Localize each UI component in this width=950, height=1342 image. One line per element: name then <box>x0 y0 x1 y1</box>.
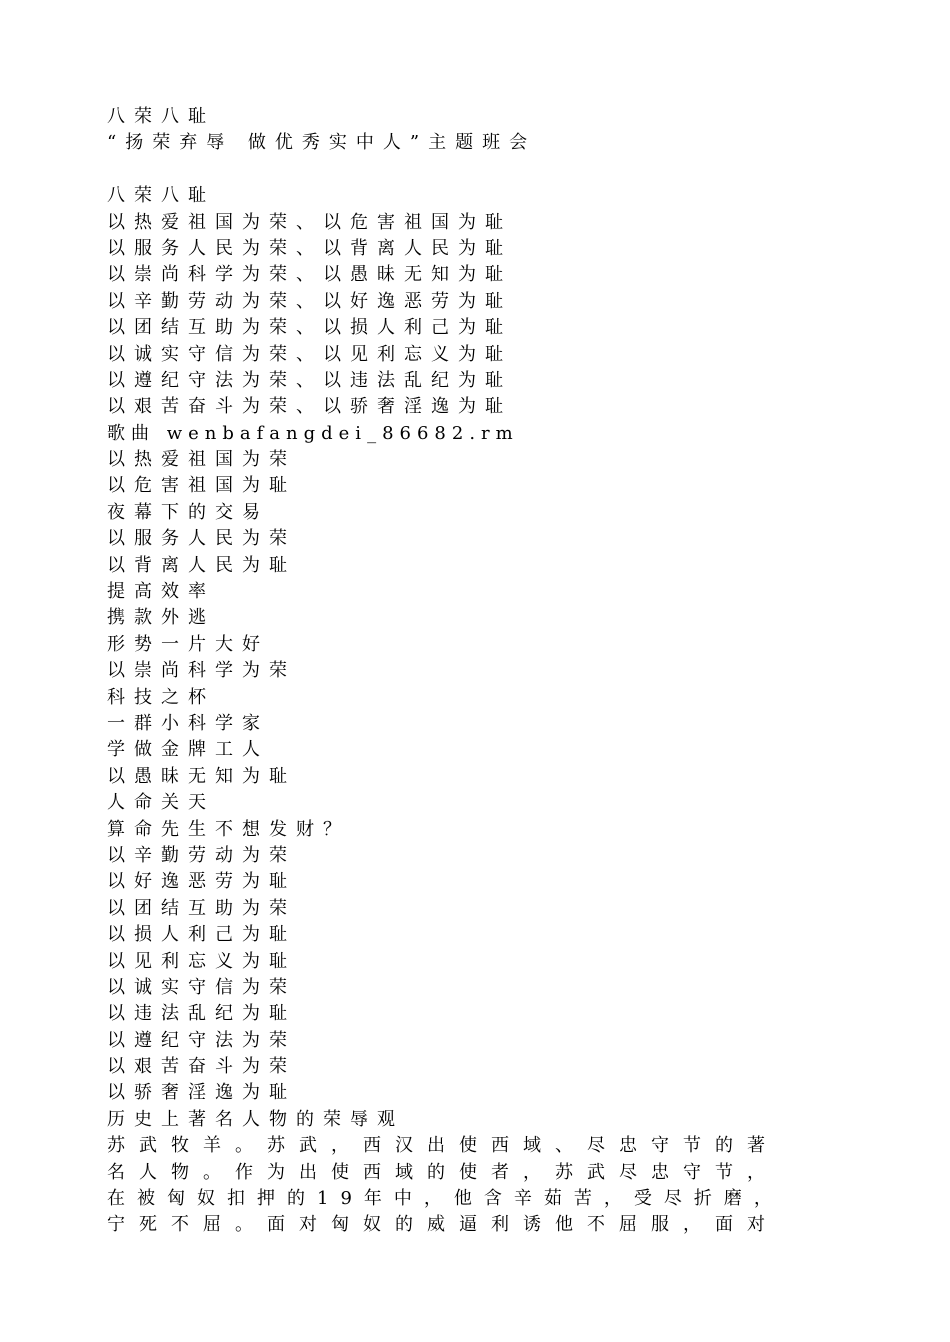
principle-line: 以遵纪守法为荣、以违法乱纪为耻 <box>107 369 512 391</box>
item-line: 以损人利己为耻 <box>107 924 296 946</box>
item-line: 科技之杯 <box>107 686 215 708</box>
item-line: 形势一片大好 <box>107 633 269 655</box>
item-line: 以违法乱纪为耻 <box>107 1003 296 1025</box>
item-line: 携款外逃 <box>107 607 215 629</box>
document-title: 八荣八耻 <box>107 106 215 127</box>
item-line: 算命先生不想发财？ <box>107 818 350 840</box>
item-line: 以艰苦奋斗为荣 <box>107 1056 296 1078</box>
section-heading: 八荣八耻 <box>107 185 215 207</box>
paragraph-line: 宁死不屈。面对匈奴的威逼利诱他不屈服，面对 <box>107 1214 779 1236</box>
principle-line: 以团结互助为荣、以损人利己为耻 <box>107 317 512 339</box>
item-line: 以辛勤劳动为荣 <box>107 844 296 866</box>
item-line: 以背离人民为耻 <box>107 554 296 576</box>
blank-line <box>107 157 837 183</box>
paragraph-line: 名人物。作为出使西域的使者，苏武尽忠守节， <box>107 1161 779 1183</box>
item-line: 以崇尚科学为荣 <box>107 660 296 682</box>
principle-line: 以艰苦奋斗为荣、以骄奢淫逸为耻 <box>107 396 512 418</box>
item-line: 历史上著名人物的荣辱观 <box>107 1108 404 1130</box>
document-subtitle: “扬荣弃辱 做优秀实中人”主题班会 <box>107 132 537 154</box>
document-body <box>107 104 837 1239</box>
principle-line: 以热爱祖国为荣、以危害祖国为耻 <box>107 211 512 233</box>
item-line: 以热爱祖国为荣 <box>107 449 296 471</box>
item-line: 以愚昧无知为耻 <box>107 765 296 787</box>
item-line: 一群小科学家 <box>107 712 269 734</box>
item-line: 以见利忘义为耻 <box>107 950 296 972</box>
item-line: 以骄奢淫逸为耻 <box>107 1082 296 1104</box>
item-line: 以遵纪守法为荣 <box>107 1029 296 1051</box>
item-line: 以好逸恶劳为耻 <box>107 871 296 893</box>
item-line: 学做金牌工人 <box>107 739 269 761</box>
paragraph-line: 苏武牧羊。苏武，西汉出使西域、尽忠守节的著 <box>107 1135 779 1157</box>
principle-line: 以诚实守信为荣、以见利忘义为耻 <box>107 343 512 365</box>
item-line: 以团结互助为荣 <box>107 897 296 919</box>
song-line: 歌曲 wenbafangdei_86682.rm <box>107 422 519 444</box>
item-line: 以服务人民为荣 <box>107 528 296 550</box>
principle-line: 以辛勤劳动为荣、以好逸恶劳为耻 <box>107 290 512 312</box>
paragraph-line: 在被匈奴扣押的19年中，他含辛茹苦，受尽折磨， <box>107 1188 784 1210</box>
item-line: 以危害祖国为耻 <box>107 475 296 497</box>
item-line: 提高效率 <box>107 581 215 603</box>
principle-line: 以服务人民为荣、以背离人民为耻 <box>107 237 512 259</box>
item-line: 以诚实守信为荣 <box>107 976 296 998</box>
item-line: 夜幕下的交易 <box>107 501 269 523</box>
principle-line: 以崇尚科学为荣、以愚昧无知为耻 <box>107 264 512 286</box>
item-line: 人命关天 <box>107 792 215 814</box>
